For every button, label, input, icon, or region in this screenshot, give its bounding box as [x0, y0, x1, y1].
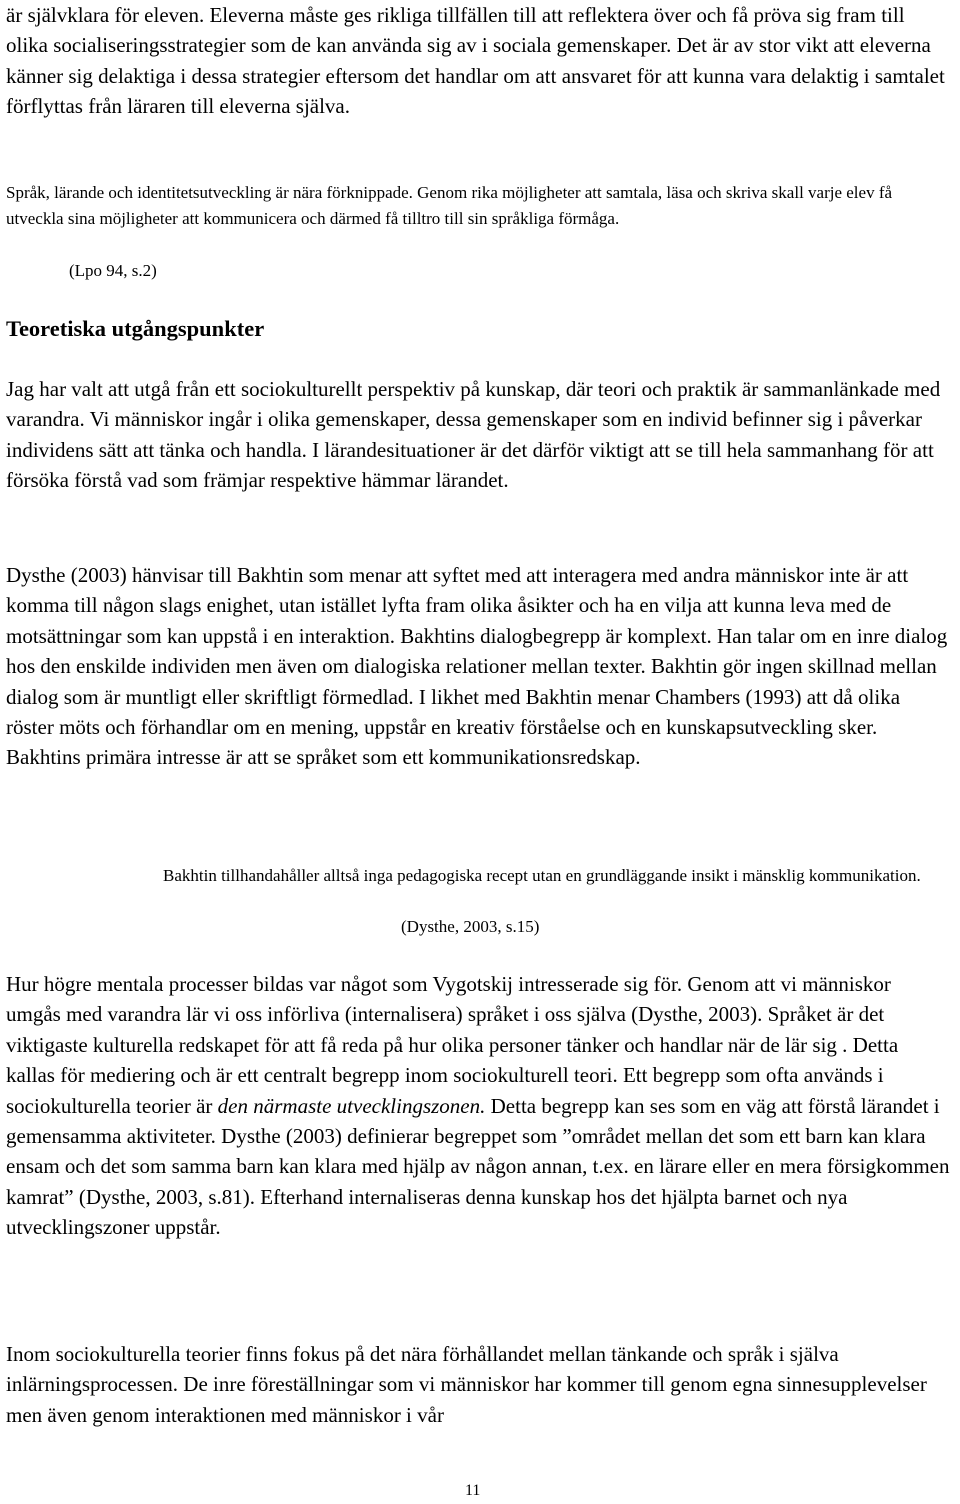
page-number: 11 [465, 1482, 481, 1499]
italic-term: den närmaste utvecklingszonen. [217, 1093, 486, 1118]
paragraph: Jag har valt att utgå från ett sociokulturellt perspektiv på kunskap, där teori och praktik är sammanlänkade med varandra. Vi människor ingår i olika gemenskaper, dessa gemenskaper som en individ befinner sig i påverkar individens sätt att tänka och handla. I lärandesituationer är det därför viktigt att se till hela sammanhang för att försöka förstå vad som främjar respektive hämmar lärandet. [6, 377, 941, 493]
paragraph [6, 969, 950, 1243]
paragraph-text: Detta begrepp kan ses som en väg att förstå lärandet i gemensamma aktiviteter. Dysthe (2003) definierar begreppet som ”området mellan det som ett barn kan klara ensam och det som samma barn kan klara med hjälp av någon annan, t.ex. en lärare eller en mera försigkommen kamrat” (Dysthe, 2003, s.81). Efterhand internaliseras denna kunskap hos det hjälpta barnet och nya utvecklingszoner uppstår. [6, 1093, 950, 1240]
quote-citation: (Lpo 94, s.2) [69, 261, 157, 280]
block-quote: Bakhtin tillhandahåller alltså inga pedagogiska recept utan en grundläggande insikt i mänsklig kommunikation. [163, 866, 921, 885]
section-heading: Teoretiska utgångspunkter [6, 316, 265, 341]
quote-citation: (Dysthe, 2003, s.15) [401, 917, 540, 936]
paragraph: Inom sociokulturella teorier finns fokus på det nära förhållandet mellan tänkande och språk i själva inlärningsprocessen. De inre föreställningar som vi människor har kommer till genom egna sinnesupplevelser men även genom interaktionen med människor i vår [6, 1342, 927, 1427]
paragraph: är självklara för eleven. Eleverna måste ges rikliga tillfällen till att reflektera över och få pröva sig fram till olika socialiseringsstrategier som de kan använda sig av i sociala gemenskaper. Det är av stor vikt att eleverna känner sig delaktiga i dessa strategier eftersom det handlar om att ansvaret för att kunna vara delaktig i samtalet förflyttas från läraren till eleverna själva. [6, 3, 945, 119]
block-quote: Språk, lärande och identitetsutveckling är nära förknippade. Genom rika möjligheter att samtala, läsa och skriva skall varje elev få utveckla sina möjligheter att kommunicera och därmed få tilltro till sin språkliga förmåga. [6, 183, 893, 228]
paragraph: Dysthe (2003) hänvisar till Bakhtin som menar att syftet med att interagera med andra människor inte är att komma till någon slags enighet, utan istället lyfta fram olika åsikter och ha en vilja att kunna leva med de motsättningar som kan uppstå i en interaktion. Bakhtins dialogbegrepp är komplext. Han talar om en inre dialog hos den enskilde individen men även om dialogiska relationer mellan texter. Bakhtin gör ingen skillnad mellan dialog som är muntligt eller skriftligt förmedlad. I likhet med Bakhtin menar Chambers (1993) att då olika röster möts och förhandlar om en mening, uppstår en kreativ förståelse och en kunskapsutveckling sker. Bakhtins primära intresse är att se språket som ett kommunikationsredskap. [6, 563, 948, 770]
paragraph-text: Hur högre mentala processer bildas var något som Vygotskij intresserade sig för. Genom att vi människor umgås med varandra lär vi oss införliva (internalisera) språket i oss själva (Dysthe, 2003). Språket är det viktigaste kulturella redskapet för att få reda på hur olika personer tänker och handlar när de lär sig . Detta kallas för mediering och är ett centralt begrepp inom sociokulturell teori. Ett begrepp som ofta används i sociokulturella teorier är [6, 972, 899, 1118]
